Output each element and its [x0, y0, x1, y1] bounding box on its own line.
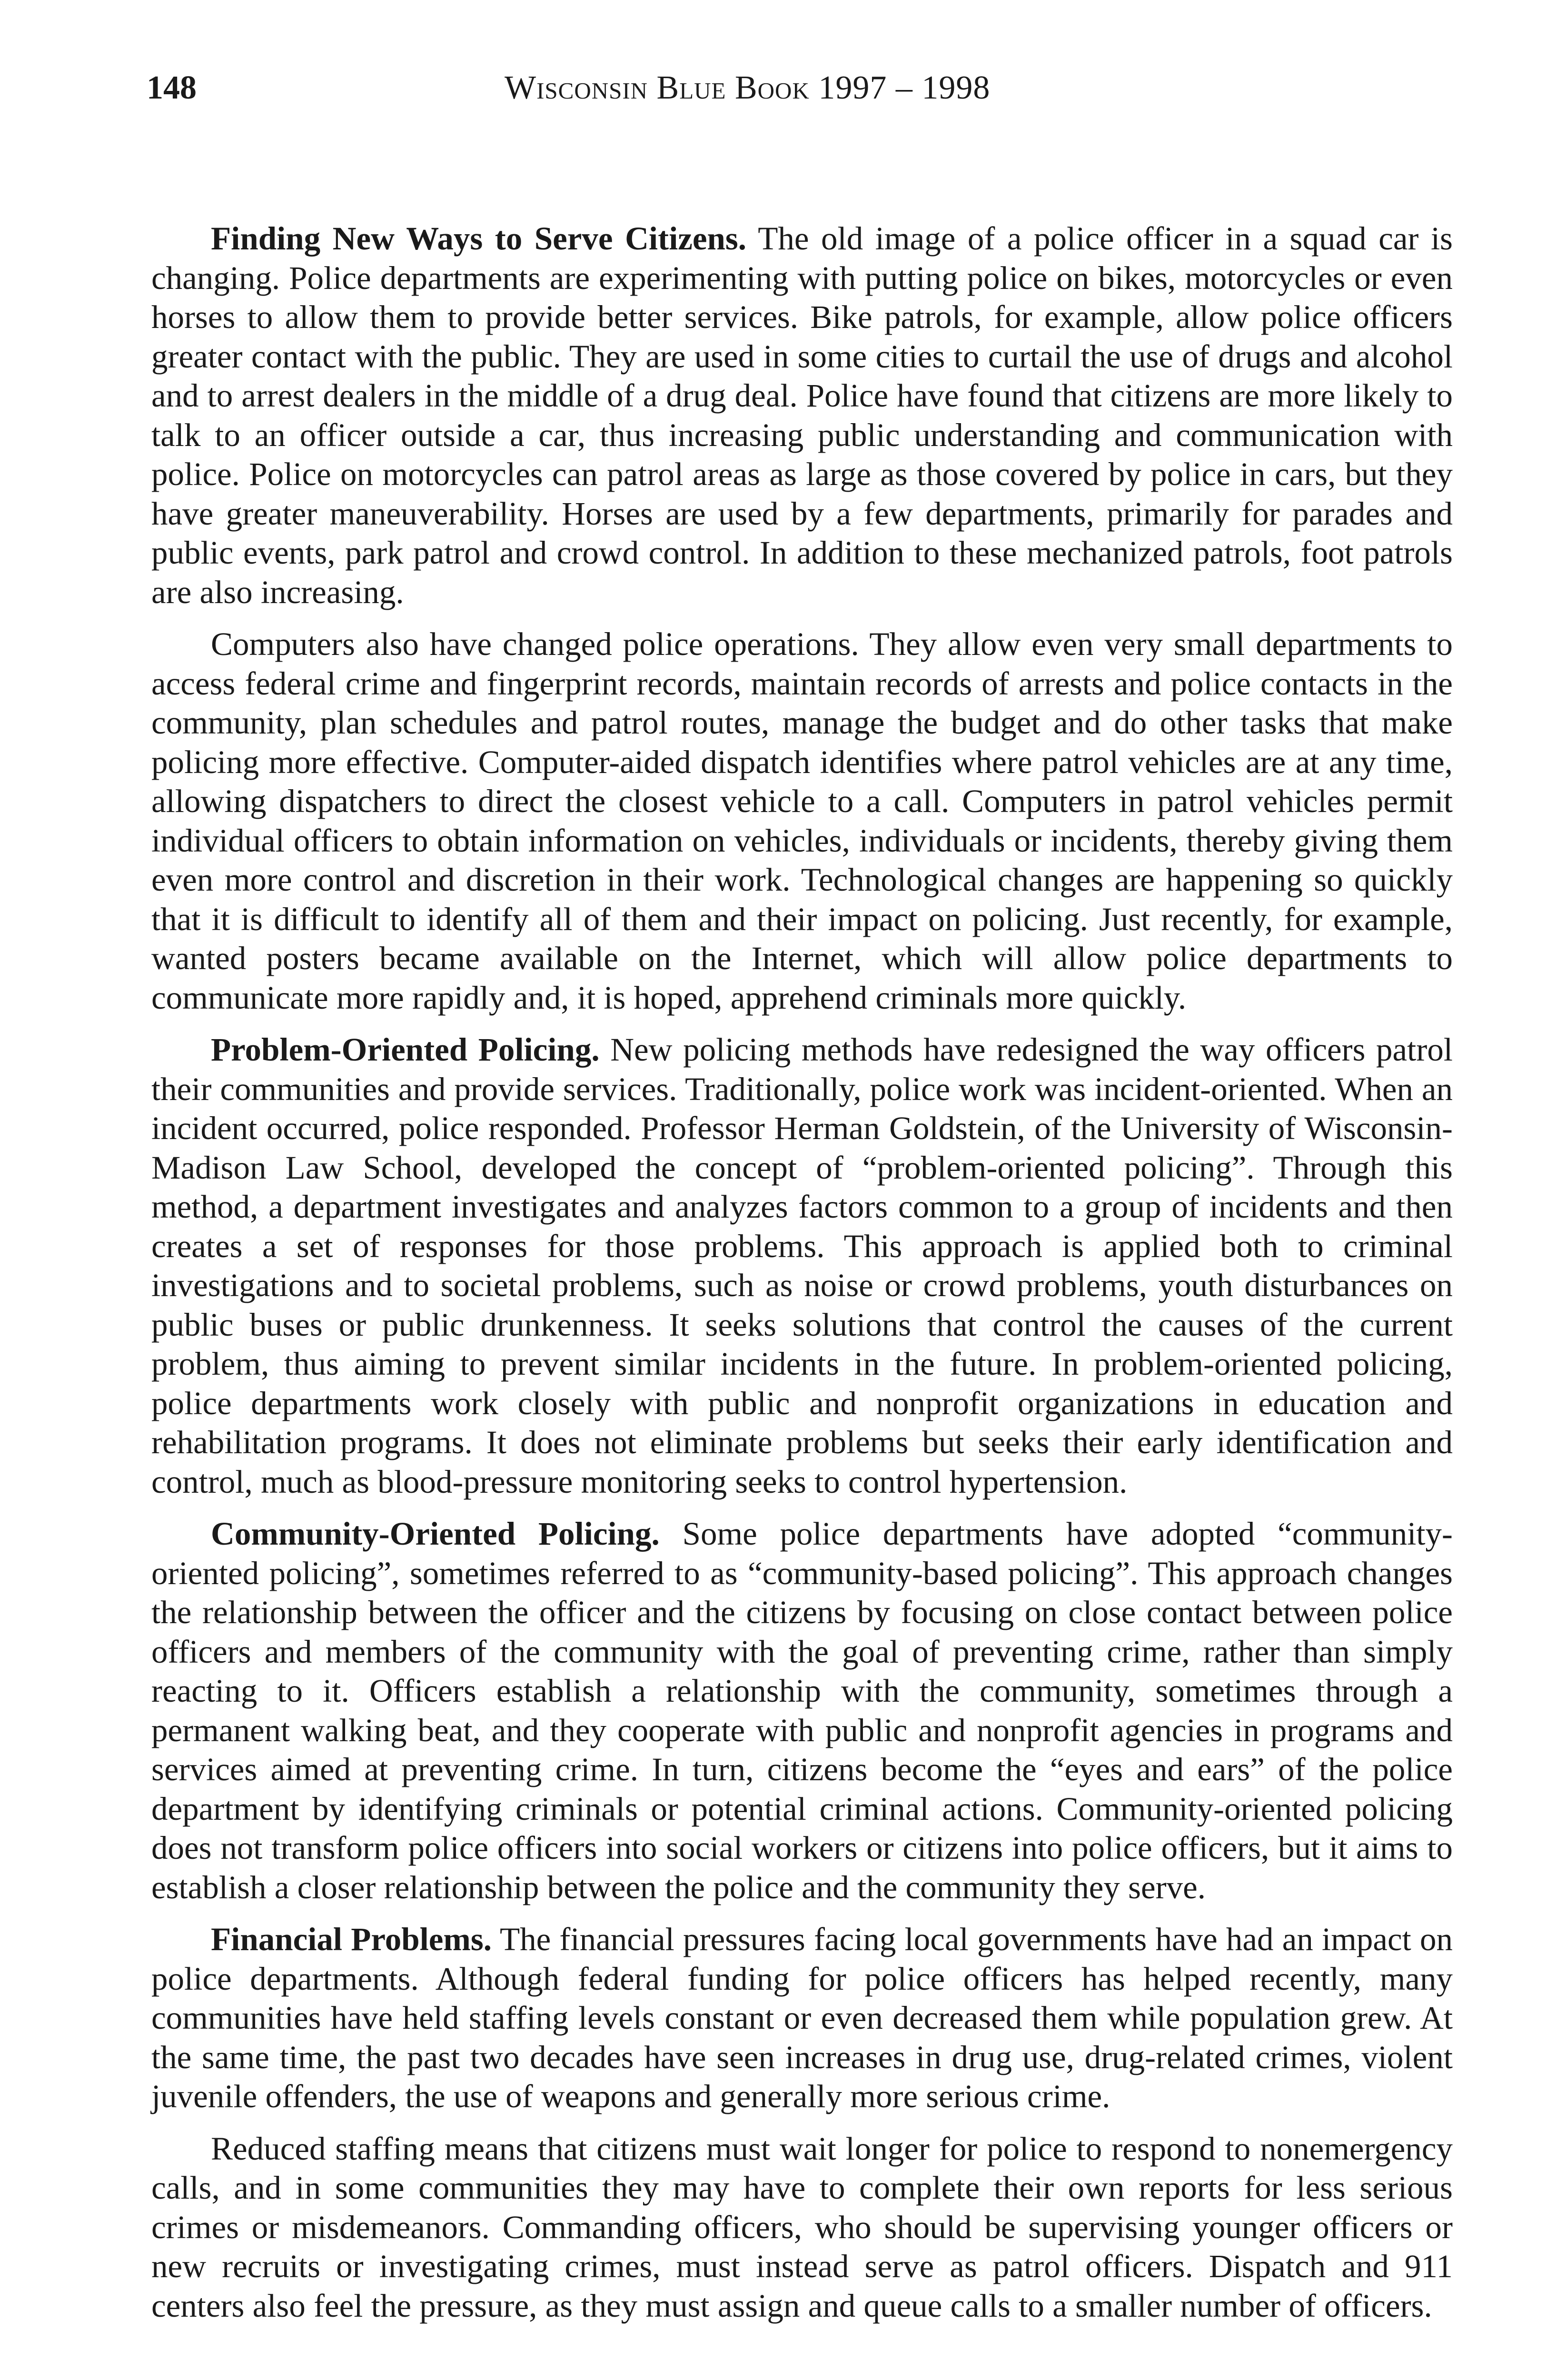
paragraph-finding-new-ways — [151, 219, 1453, 612]
paragraph-text: New policing methods have redesigned the way officers patrol their communities and provide services. Traditionally, police work was incident-oriented. When an incident occurred, police responded. Professor Herman Goldstein, of the University of Wisconsin-Madison Law School, developed the concept of “problem-oriented policing”. Through this method, a department investigates and analyzes factors common to a group of incidents and then creates a set of responses for those problems. This approach is applied both to criminal investigations and to societal problems, such as noise or crowd problems, youth disturbances on public buses or public drunkenness. It seeks solutions that control the causes of the current problem, thus aiming to prevent similar incidents in the future. In problem-oriented policing, police departments work closely with public and nonprofit organizations in education and rehabilitation programs. It does not eliminate problems but seeks their early identification and control, much as blood-pressure monitoring seeks to control hypertension. — [151, 1031, 1453, 1500]
paragraph-heading: Finding New Ways to Serve Citizens. — [211, 220, 746, 257]
running-head-title: Wisconsin Blue Book 1997 – 1998 — [505, 69, 991, 106]
body-text — [151, 219, 1453, 2338]
paragraph-community-oriented — [151, 1514, 1453, 1907]
paragraph-text: Computers also have changed police operations. They allow even very small departments to access federal crime and fingerprint records, maintain records of arrests and police contacts in the community, plan schedules and patrol routes, manage the budget and do other tasks that make policing more effective. Computer-aided dispatch identifies where patrol vehicles are at any time, allowing dispatchers to direct the closest vehicle to a call. Computers in patrol vehicles permit individual officers to obtain information on vehicles, individuals or incidents, thereby giving them even more control and discretion in their work. Technological changes are happening so quickly that it is difficult to identify all of them and their impact on policing. Just recently, for example, wanted posters became available on the Internet, which will allow police departments to communicate more rapidly and, it is hoped, apprehend criminals more quickly. — [151, 626, 1453, 1016]
paragraph-heading: Community-Oriented Policing. — [211, 1516, 660, 1552]
paragraph-computers — [151, 625, 1453, 1017]
paragraph-heading: Problem-Oriented Policing. — [211, 1031, 600, 1068]
paragraph-text: The old image of a police officer in a squad car is changing. Police departments are experimenting with putting police on bikes, motorcycles or even horses to allow them to provide better services. Bike patrols, for example, allow police officers greater contact with the public. They are used in some cities to curtail the use of drugs and alcohol and to arrest dealers in the middle of a drug deal. Police have found that citizens are more likely to talk to an officer outside a car, thus increasing public understanding and communication with police. Police on motorcycles can patrol areas as large as those covered by police in cars, but they have greater maneuverability. Horses are used by a few departments, primarily for parades and public events, park patrol and crowd control. In addition to these mechanized patrols, foot patrols are also increasing. — [151, 220, 1453, 610]
paragraph-text: Reduced staffing means that citizens must wait longer for police to respond to nonemergency calls, and in some communities they may have to complete their own reports for less serious crimes or misdemeanors. Commanding officers, who should be supervising younger officers or new recruits or investigating crimes, must instead serve as patrol officers. Dispatch and 911 centers also feel the pressure, as they must assign and queue calls to a smaller number of officers. — [151, 2130, 1453, 2324]
paragraph-problem-oriented — [151, 1030, 1453, 1501]
paragraph-text: Some police departments have adopted “community-oriented policing”, sometimes referred to as “community-based policing”. This approach changes the relationship between the officer and the citizens by focusing on close contact between police officers and members of the community with the goal of preventing crime, rather than simply reacting to it. Officers establish a relationship with the community, sometimes through a permanent walking beat, and they cooperate with public and nonprofit agencies in programs and services aimed at preventing crime. In turn, citizens become the “eyes and ears” of the police department by identifying criminals or potential criminal actions. Community-oriented policing does not transform police officers into social workers or citizens into police officers, but it aims to establish a closer relationship between the police and the community they serve. — [151, 1516, 1453, 1905]
paragraph-heading: Financial Problems. — [211, 1921, 492, 1957]
page-number: 148 — [147, 69, 197, 106]
paragraph-reduced-staffing — [151, 2129, 1453, 2326]
paragraph-financial-problems — [151, 1920, 1453, 2116]
paragraph-text: The financial pressures facing local governments have had an impact on police departments. Although federal funding for police officers has helped recently, many communities have held staffing levels constant or even decreased them while population grew. At the same time, the past two decades have seen increases in drug use, drug-related crimes, violent juvenile offenders, the use of weapons and generally more serious crime. — [151, 1921, 1453, 2114]
